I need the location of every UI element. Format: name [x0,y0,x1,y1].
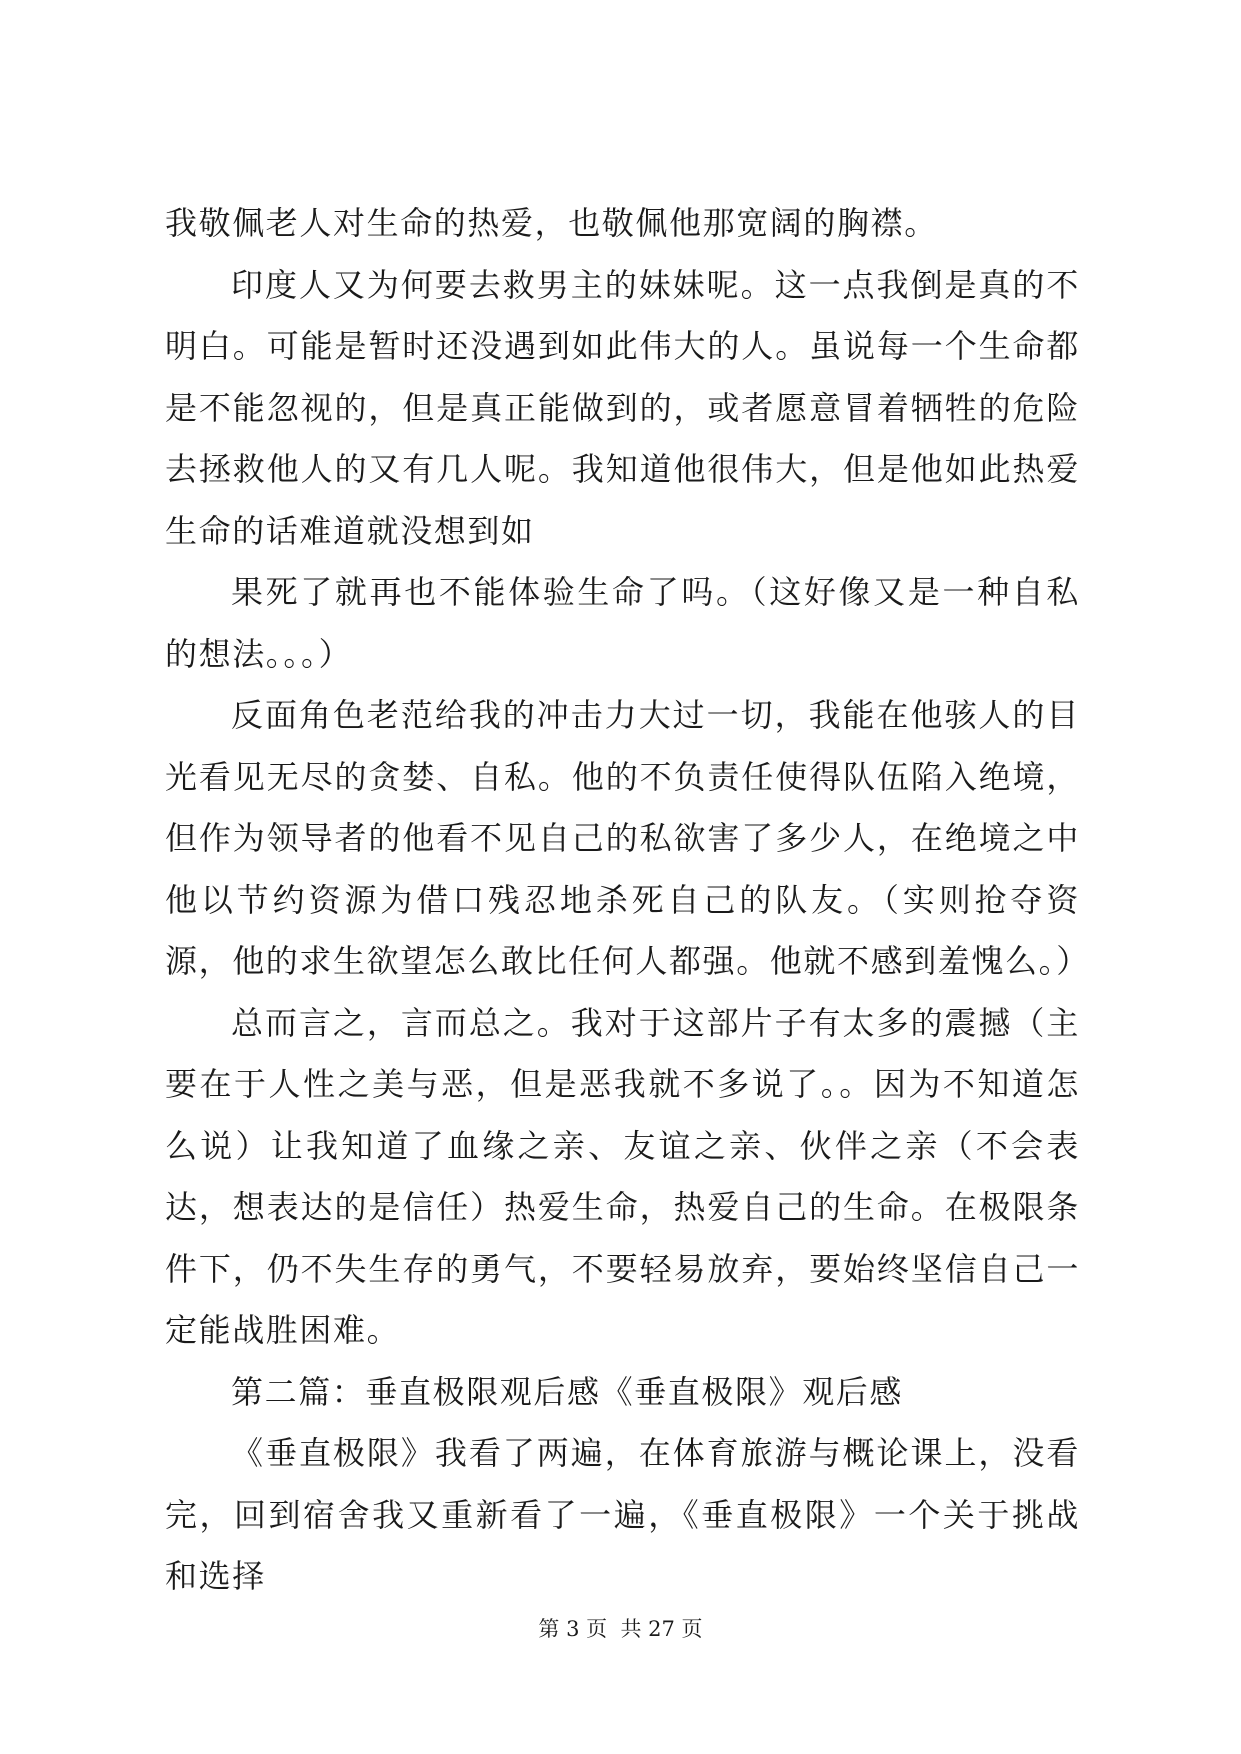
section-heading: 第二篇：垂直极限观后感《垂直极限》观后感 [231,1372,904,1411]
paragraph: 果死了就再也不能体验生命了吗。（这好像又是一种自私的想法。。。） [165,573,1080,673]
paragraph: 我敬佩老人对生命的热爱，也敬佩他那宽阔的胸襟。 [165,204,938,242]
paragraph: 印度人又为何要去救男主的妹妹呢。这一点我倒是真的不明白。可能是暂时还没遇到如此伟大的人。虽说每一个生命都是不能忽视的，但是真正能做到的，或者愿意冒着牺牲的危险去拯救他人的又有几人呢。我知道他很伟大，但是他如此热爱生命的话难道就没想到如 [165,265,1080,550]
document-body [165,193,1090,1608]
page-number: 第 3 页 共 27 页 [538,1617,703,1641]
paragraph: 反面角色老范给我的冲击力大过一切，我能在他骇人的目光看见无尽的贪婪、自私。他的不负责任使得队伍陷入绝境，但作为领导者的他看不见自己的私欲害了多少人，在绝境之中他以节约资源为借口残忍地杀死自己的队友。（实则抢夺资源，他的求生欲望怎么敢比任何人都强。他就不感到羞愧么。） [165,696,1090,980]
page-footer [0,1613,1241,1643]
paragraph: 总而言之，言而总之。我对于这部片子有太多的震撼（主要在于人性之美与恶，但是恶我就不多说了。。因为不知道怎么说）让我知道了血缘之亲、友谊之亲、伙伴之亲（不会表达，想表达的是信任）热爱生命，热爱自己的生命。在极限条件下，仍不失生存的勇气，不要轻易放弃，要始终坚信自己一定能战胜困难。 [165,1003,1080,1349]
paragraph: 《垂直极限》我看了两遍，在体育旅游与概论课上，没看完，回到宿舍我又重新看了一遍，《垂直极限》一个关于挑战和选择 [165,1434,1080,1595]
